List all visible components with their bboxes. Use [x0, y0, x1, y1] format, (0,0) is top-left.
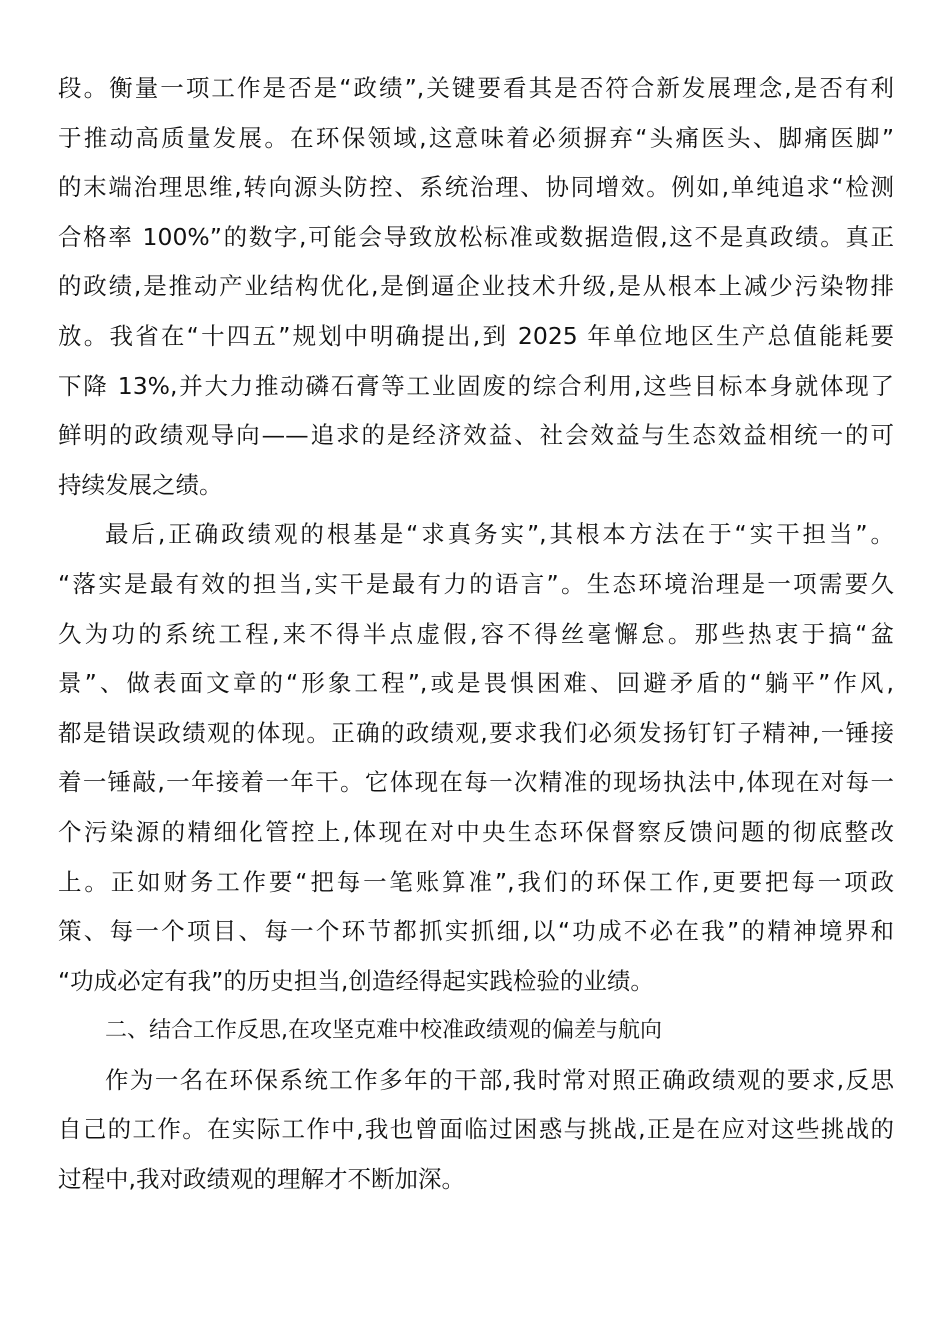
- text-line: 鲜明的政绩观导向——追求的是经济效益、社会效益与生态效益相统一的可: [58, 421, 894, 450]
- section-heading: 二、结合工作反思,在攻坚克难中校准政绩观的偏差与航向: [105, 1018, 662, 1044]
- text-line: 的末端治理思维,转向源头防控、系统治理、协同增效。例如,单纯追求“检测: [58, 173, 894, 202]
- text-line: 久为功的系统工程,来不得半点虚假,容不得丝毫懈怠。那些热衷于搞“盆: [58, 619, 894, 648]
- text-line: 过程中,我对政绩观的理解才不断加深。: [58, 1165, 465, 1194]
- text-line: 持续发展之绩。: [58, 470, 223, 499]
- text-line: “落实是最有效的担当,实干是最有力的语言”。生态环境治理是一项需要久: [58, 569, 894, 598]
- text-line: 都是错误政绩观的体现。正确的政绩观,要求我们必须发扬钉钉子精神,一锤接: [58, 718, 894, 747]
- text-line: 放。我省在“十四五”规划中明确提出,到 2025 年单位地区生产总值能耗要: [58, 321, 894, 350]
- text-line: “功成必定有我”的历史担当,创造经得起实践检验的业绩。: [58, 966, 654, 995]
- text-line: 的政绩,是推动产业结构优化,是倒逼企业技术升级,是从根本上减少污染物排: [58, 272, 894, 301]
- text-line: 自己的工作。在实际工作中,我也曾面临过困惑与挑战,正是在应对这些挑战的: [58, 1115, 894, 1144]
- text-line: 上。正如财务工作要“把每一笔账算准”,我们的环保工作,更要把每一项政: [58, 867, 894, 896]
- text-line: 于推动高质量发展。在环保领域,这意味着必须摒弃“头痛医头、脚痛医脚”: [58, 123, 894, 152]
- text-line: 段。衡量一项工作是否是“政绩”,关键要看其是否符合新发展理念,是否有利: [58, 74, 894, 102]
- text-line: 下降 13%,并大力推动磷石膏等工业固废的综合利用,这些目标本身就体现了: [58, 371, 894, 400]
- text-line: 景”、做表面文章的“形象工程”,或是畏惧困难、回避矛盾的“躺平”作风,: [58, 669, 894, 698]
- text-line: 合格率 100%”的数字,可能会导致放松标准或数据造假,这不是真政绩。真正: [58, 222, 894, 251]
- text-line: 策、每一个项目、每一个环节都抓实抓细,以“功成不必在我”的精神境界和: [58, 917, 894, 946]
- text-line: 个污染源的精细化管控上,体现在对中央生态环保督察反馈问题的彻底整改: [58, 817, 894, 846]
- body-text: [58, 64, 894, 1205]
- paragraph-start-line: 最后,正确政绩观的根基是“求真务实”,其根本方法在于“实干担当”。: [105, 520, 894, 549]
- paragraph-start-line: 作为一名在环保系统工作多年的干部,我时常对照正确政绩观的要求,反思: [105, 1065, 894, 1094]
- text-line: 着一锤敲,一年接着一年干。它体现在每一次精准的现场执法中,体现在对每一: [58, 768, 894, 797]
